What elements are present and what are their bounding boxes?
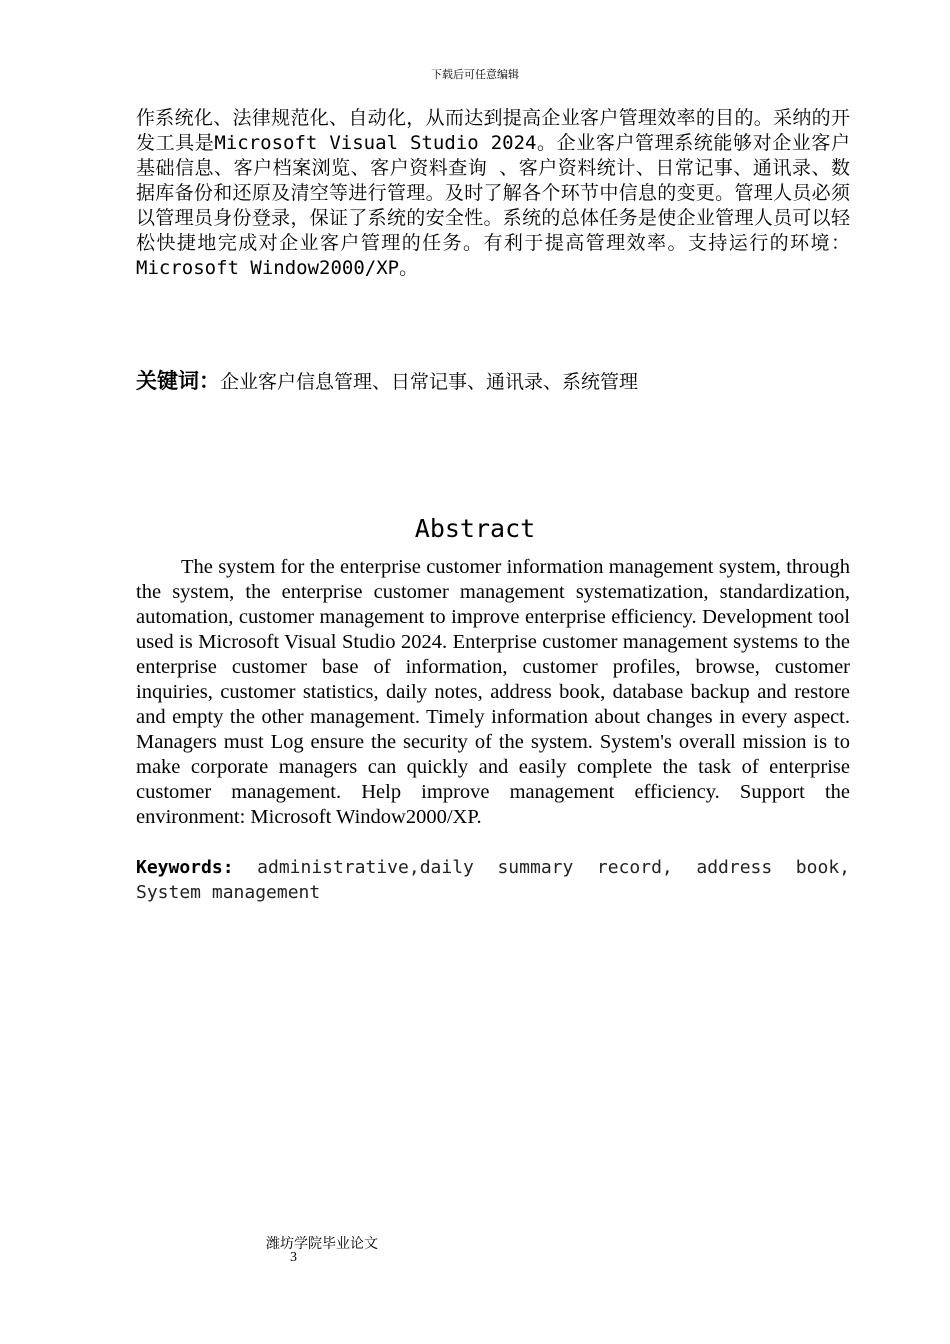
english-abstract-body: The system for the enterprise customer information management system, through the system, the enterprise customer management systematization, standardization, automation, customer management to improve enterprise efficiency. Development tool used is Microsoft Visual Studio 2024. Enterprise customer management systems to the enterprise customer base of information, customer profiles, browse, customer inquiries, customer statistics, daily notes, address book, database backup and restore and empty the other management. Timely information about changes in every aspect. Managers must Log ensure the security of the system. System's overall mission is to make corporate managers can quickly and easily complete the task of enterprise customer management. Help improve management efficiency. Support the environment: Microsoft Window2000/XP. — [136, 556, 850, 828]
chinese-keywords-label: 关键词： — [136, 369, 220, 393]
english-keywords-text: administrative,daily summary record, address book, System management — [136, 857, 850, 903]
chinese-keywords — [136, 366, 850, 397]
english-keywords — [136, 855, 850, 905]
footer-page-number: 3 — [290, 1250, 297, 1265]
chinese-keywords-text: 企业客户信息管理、日常记事、通讯录、系统管理 — [220, 371, 639, 393]
chinese-abstract-body: 作系统化、法律规范化、自动化，从而达到提高企业客户管理效率的目的。采纳的开发工具是Microsoft Visual Studio 2024。企业客户管理系统能够对企业客户基础信息、客户档案浏览、客户资料查询 、客户资料统计、日常记事、通讯录、数据库备份和还原及清空等进行管理。及时了解各个环节中信息的变更。管理人员必须以管理员身份登录，保证了系统的安全性。系统的总体任务是使企业管理人员可以轻松快捷地完成对企业客户管理的任务。有利于提高管理效率。支持运行的环境：Microsoft Window2000/XP。 — [136, 107, 850, 279]
abstract-title: Abstract — [414, 514, 536, 543]
page-header: 下载后可任意编辑 — [431, 68, 519, 81]
english-keywords-label: Keywords: — [136, 857, 234, 878]
footer-institution: 潍坊学院毕业论文 — [266, 1236, 378, 1252]
